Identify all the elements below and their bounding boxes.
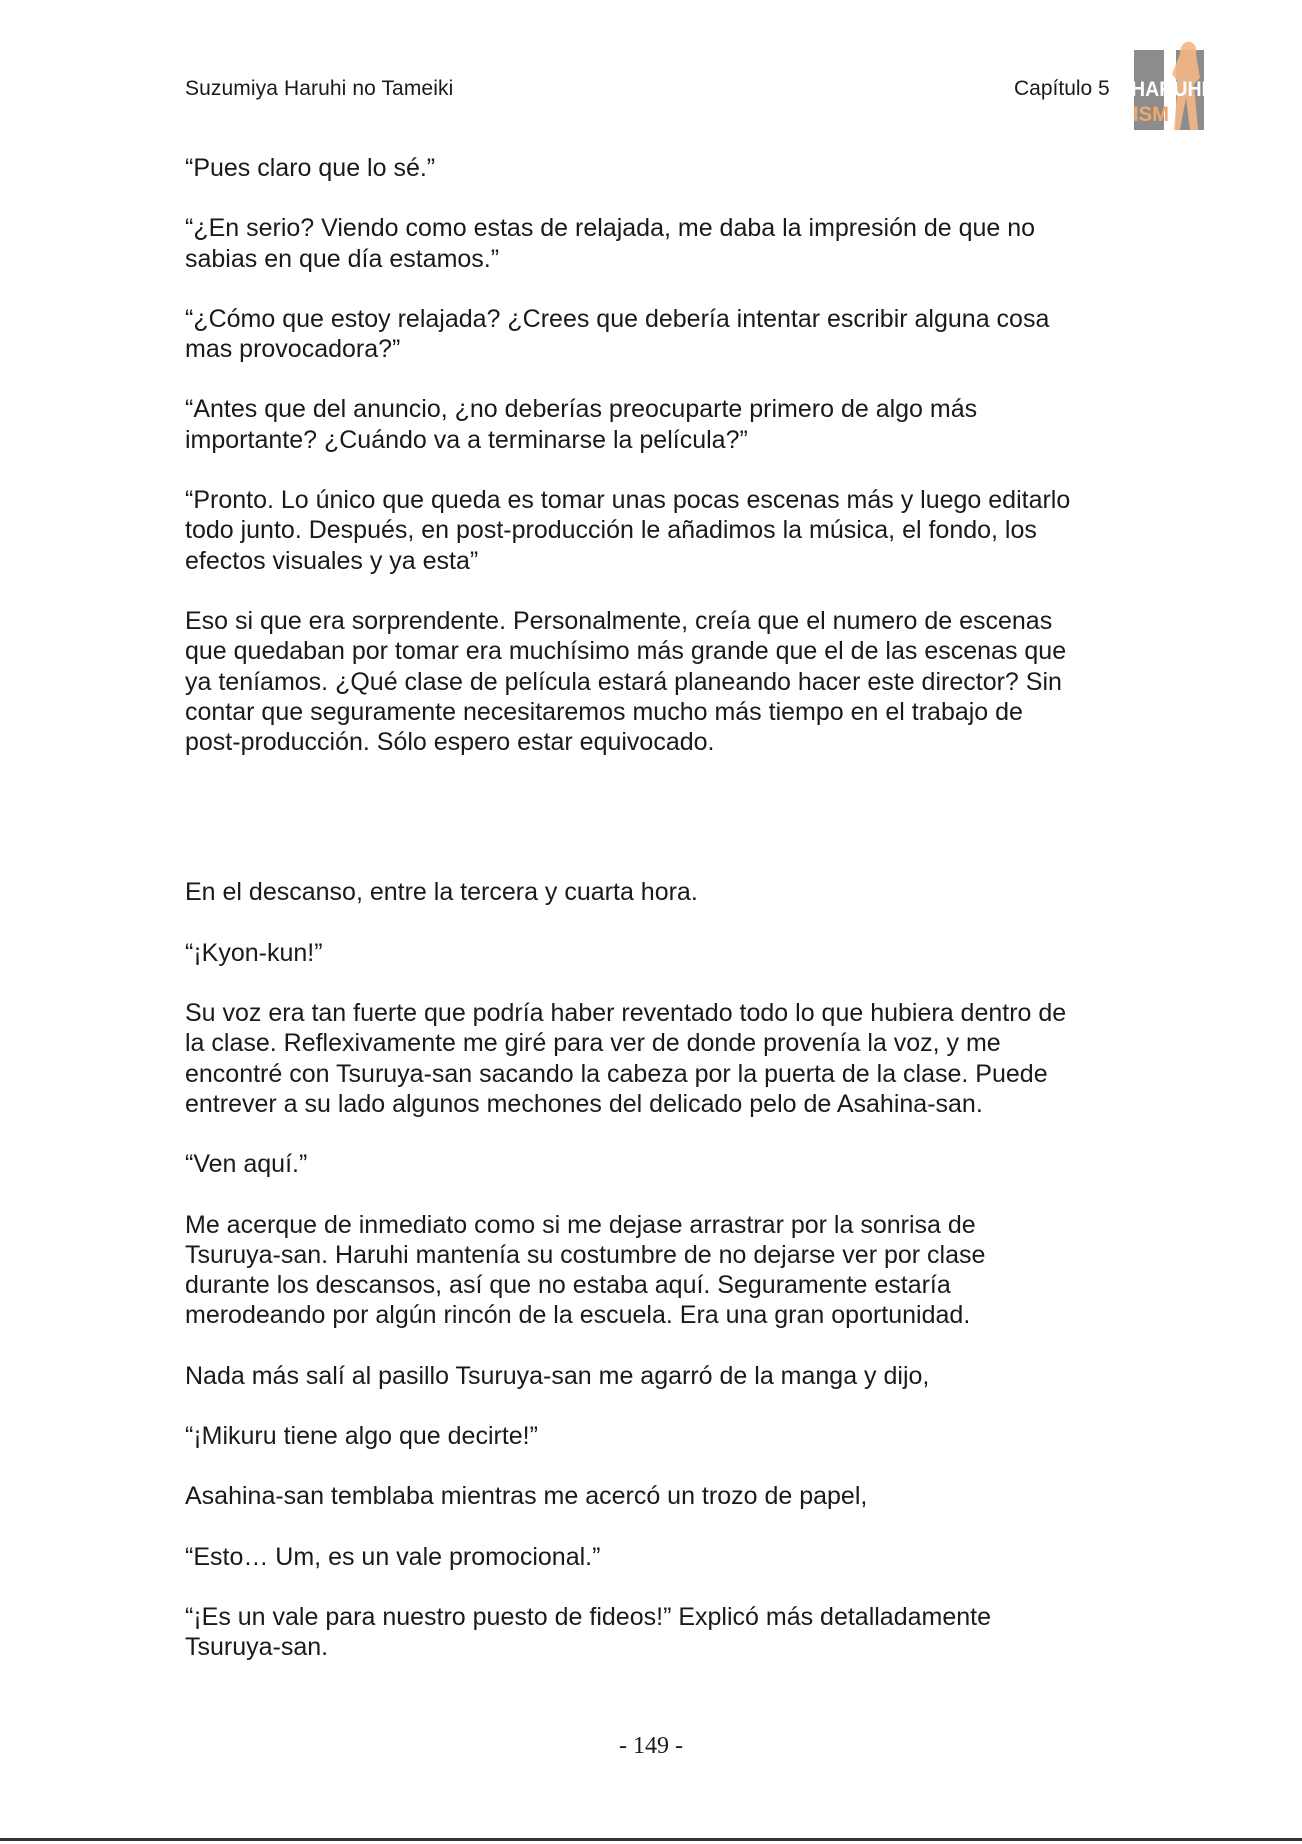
paragraph-line: merodeando por algún rincón de la escuela. Era una gran oportunidad. bbox=[185, 1301, 971, 1330]
paragraph bbox=[185, 394, 1130, 455]
logo-text-bottom: ISM bbox=[1133, 103, 1169, 126]
paragraph-line: mas provocadora?” bbox=[185, 335, 401, 364]
paragraph bbox=[185, 1210, 1130, 1331]
chapter-body bbox=[185, 153, 1130, 1693]
page-number: - 149 - bbox=[619, 1733, 683, 1759]
paragraph-line: durante los descansos, así que no estaba aquí. Seguramente estaría bbox=[185, 1271, 951, 1300]
paragraph-line: Asahina-san temblaba mientras me acercó un trozo de papel, bbox=[185, 1482, 868, 1511]
paragraph bbox=[185, 1542, 1130, 1572]
paragraph-line: Eso si que era sorprendente. Personalmente, creía que el numero de escenas bbox=[185, 606, 1053, 635]
paragraph bbox=[185, 304, 1130, 365]
paragraph-line: Su voz era tan fuerte que podría haber reventado todo lo que hubiera dentro de bbox=[185, 999, 1067, 1028]
paragraph-line: que quedaban por tomar era muchísimo más grande que el de las escenas que bbox=[185, 637, 1067, 666]
paragraph-line: contar que seguramente necesitaremos mucho más tiempo en el trabajo de bbox=[185, 697, 1023, 726]
paragraph-line: “Antes que del anuncio, ¿no deberías preocuparte primero de algo más bbox=[185, 395, 978, 424]
scene-break bbox=[185, 787, 1130, 877]
paragraph-line: “¿En serio? Viendo como estas de relajada, me daba la impresión de que no bbox=[185, 214, 1036, 243]
paragraph bbox=[185, 938, 1130, 968]
paragraph bbox=[185, 877, 1130, 907]
text-block-before-break bbox=[185, 153, 1130, 757]
paragraph bbox=[185, 1602, 1130, 1663]
paragraph bbox=[185, 153, 1130, 183]
paragraph-line: Nada más salí al pasillo Tsuruya-san me agarró de la manga y dijo, bbox=[185, 1361, 930, 1390]
paragraph-line: “Esto… Um, es un vale promocional.” bbox=[185, 1542, 601, 1571]
logo-text-top: HARUHI bbox=[1131, 78, 1207, 101]
haruhiism-logo bbox=[1130, 38, 1208, 134]
paragraph bbox=[185, 1421, 1130, 1451]
paragraph-line: “¿Cómo que estoy relajada? ¿Crees que debería intentar escribir alguna cosa bbox=[185, 304, 1050, 333]
paragraph bbox=[185, 213, 1130, 274]
paragraph bbox=[185, 485, 1130, 576]
paragraph-line: “Ven aquí.” bbox=[185, 1150, 308, 1179]
paragraph-line: Tsuruya-san. Haruhi mantenía su costumbre de no dejarse ver por clase bbox=[185, 1240, 986, 1269]
paragraph-line: efectos visuales y ya esta” bbox=[185, 546, 479, 575]
paragraph-line: ya teníamos. ¿Qué clase de película estará planeando hacer este director? Sin bbox=[185, 667, 1062, 696]
paragraph-line: Tsuruya-san. bbox=[185, 1633, 329, 1662]
paragraph-line: “¡Es un vale para nuestro puesto de fideos!” Explicó más detalladamente bbox=[185, 1602, 992, 1631]
paragraph bbox=[185, 1149, 1130, 1179]
paragraph-line: post-producción. Sólo espero estar equivocado. bbox=[185, 728, 715, 757]
paragraph-line: la clase. Reflexivamente me giré para ver de donde provenía la voz, y me bbox=[185, 1029, 1001, 1058]
book-title: Suzumiya Haruhi no Tameiki bbox=[185, 77, 454, 100]
paragraph-line: todo junto. Después, en post-producción le añadimos la música, el fondo, los bbox=[185, 516, 1037, 545]
paragraph-line: “Pues claro que lo sé.” bbox=[185, 154, 436, 182]
chapter-label: Capítulo 5 bbox=[1014, 77, 1110, 100]
paragraph bbox=[185, 1361, 1130, 1391]
paragraph-line: “Pronto. Lo único que queda es tomar unas pocas escenas más y luego editarlo bbox=[185, 486, 1071, 515]
paragraph-line: “¡Kyon-kun!” bbox=[185, 938, 323, 967]
paragraph bbox=[185, 998, 1130, 1119]
paragraph-line: En el descanso, entre la tercera y cuarta hora. bbox=[185, 878, 698, 907]
paragraph-line: entrever a su lado algunos mechones del delicado pelo de Asahina-san. bbox=[185, 1089, 983, 1118]
bottom-divider bbox=[0, 1838, 1302, 1841]
paragraph-line: sabias en que día estamos.” bbox=[185, 244, 500, 273]
paragraph bbox=[185, 1481, 1130, 1511]
text-block-after-break bbox=[185, 877, 1130, 1662]
paragraph-line: encontré con Tsuruya-san sacando la cabeza por la puerta de la clase. Puede bbox=[185, 1059, 1048, 1088]
paragraph-line: Me acerque de inmediato como si me dejase arrastrar por la sonrisa de bbox=[185, 1210, 976, 1239]
paragraph-line: importante? ¿Cuándo va a terminarse la película?” bbox=[185, 425, 748, 454]
paragraph bbox=[185, 606, 1130, 757]
paragraph-line: “¡Mikuru tiene algo que decirte!” bbox=[185, 1422, 538, 1451]
